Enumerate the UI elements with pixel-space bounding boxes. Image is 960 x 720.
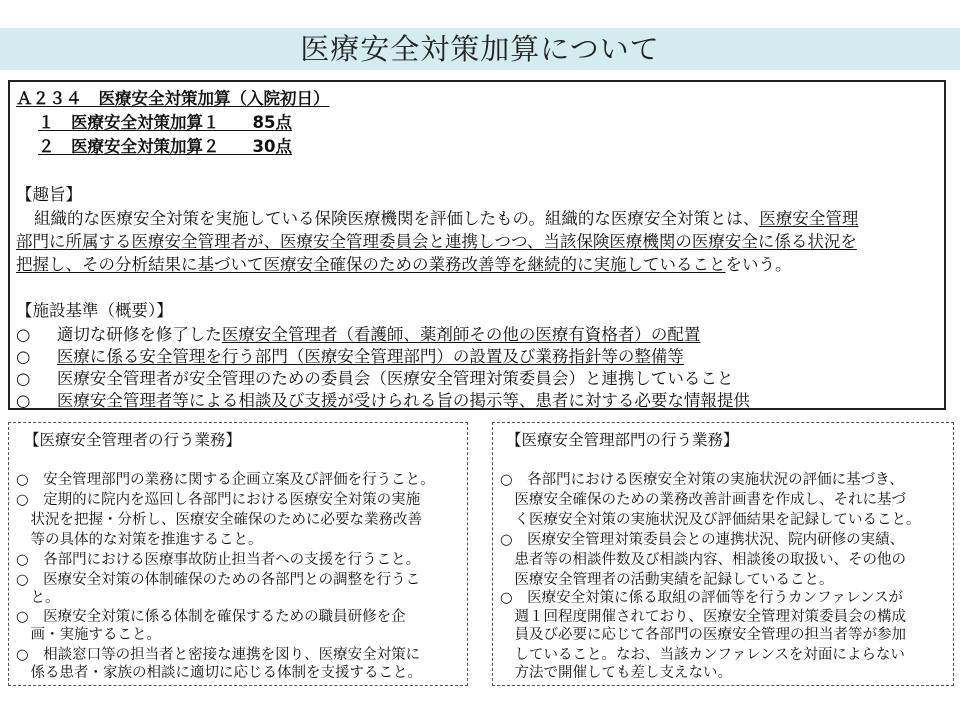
- left-box-line: ○ 相談窓口等の担当者と密接な連携を図り、医療安全対策に: [16, 647, 421, 663]
- purpose-line-2: 部門に所属する医療安全管理者が、医療安全管理委員会と連携しつつ、当該保険医療機関の医療安全に係る状況を: [16, 232, 857, 251]
- purpose-label: 【趣旨】: [16, 185, 82, 204]
- left-box-line: ○ 定期的に院内を巡回し各部門における医療安全対策の実施: [16, 492, 421, 508]
- purpose-line-3: 把握し、その分析結果に基づいて医療安全確保のための業務改善等を継続的に実施していることをいう。: [16, 255, 792, 274]
- circle-bullet-icon: ○: [16, 391, 31, 410]
- section-heading: Ａ２３４ 医療安全対策加算（入院初日）: [16, 89, 330, 108]
- left-box-line: 等の具体的な対策を推進すること。: [16, 532, 263, 548]
- right-box-line: 員及び必要に応じて各部門の医療安全管理の担当者等が参加: [500, 627, 906, 643]
- left-box-line: ○ 医療安全対策の体制確保のための各部門との調整を行うこ: [16, 572, 421, 588]
- criteria-item: ○ 適切な研修を修了した医療安全管理者（看護師、薬剤師その他の医療有資格者）の配置: [16, 325, 701, 344]
- right-box-line: 患者等の相談件数及び相談内容、相談後の取扱い、その他の: [500, 552, 906, 568]
- left-box-line: と。: [16, 590, 60, 606]
- left-box-line: ○ 医療安全対策に係る体制を確保するための職員研修を企: [16, 609, 406, 625]
- left-box-line: 画・実施すること。: [16, 627, 161, 643]
- right-box-line: 方法で開催しても差し支えない。: [500, 665, 732, 681]
- right-box-line: ○ 医療安全対策に係る取組の評価等を行うカンファレンスが: [500, 590, 904, 606]
- circle-bullet-icon: ○: [16, 369, 31, 388]
- item-1: １ 医療安全対策加算１ 85点: [38, 113, 292, 132]
- right-box-line: 週１回程度開催されており、医療安全管理対策委員会の構成: [500, 609, 906, 625]
- left-box-line: ○ 安全管理部門の業務に関する企画立案及び評価を行うこと。: [16, 472, 435, 488]
- right-box-line: 医療安全確保のための業務改善計画書を作成し、それに基づ: [500, 492, 906, 508]
- right-box-line: く医療安全対策の実施状況及び評価結果を記録していること。: [500, 512, 921, 528]
- right-box-line: ○ 医療安全管理対策委員会との連携状況、院内研修の実績、: [500, 532, 905, 548]
- purpose-line-1: 組織的な医療安全対策を実施している保険医療機関を評価したもの。組織的な医療安全対策とは、医療安全管理: [34, 209, 859, 228]
- left-box-line: 係る患者・家族の相談に適切に応じる体制を支援すること。: [16, 665, 422, 681]
- item-2: ２ 医療安全対策加算２ 30点: [38, 137, 292, 156]
- right-box-line: していること。なお、当該カンファレンスを対面によらない: [500, 647, 905, 663]
- criteria-item: ○ 医療安全管理者が安全管理のための委員会（医療安全管理対策委員会）と連携していること: [16, 369, 734, 388]
- criteria-item: ○ 医療に係る安全管理を行う部門（医療安全管理部門）の設置及び業務指針等の整備等: [16, 347, 684, 366]
- criteria-item: ○ 医療安全管理者等による相談及び支援が受けられる旨の掲示等、患者に対する必要な情報提供: [16, 391, 750, 410]
- left-box-line: 状況を把握・分析し、医療安全確保のために必要な業務改善: [16, 512, 422, 528]
- circle-bullet-icon: ○: [16, 325, 31, 344]
- criteria-label: 【施設基準（概要）】: [16, 301, 173, 320]
- circle-bullet-icon: ○: [16, 347, 31, 366]
- right-box-line: ○ 各部門における医療安全対策の実施状況の評価に基づき、: [500, 472, 904, 488]
- left-box-line: ○ 各部門における医療事故防止担当者への支援を行うこと。: [16, 552, 421, 568]
- left-box-heading: 【医療安全管理者の行う業務】: [24, 431, 242, 449]
- right-box-heading: 【医療安全管理部門の行う業務】: [506, 431, 739, 449]
- page-title: 医療安全対策加算について: [300, 32, 660, 66]
- right-box-line: 医療安全管理者の活動実績を記録していること。: [500, 572, 834, 588]
